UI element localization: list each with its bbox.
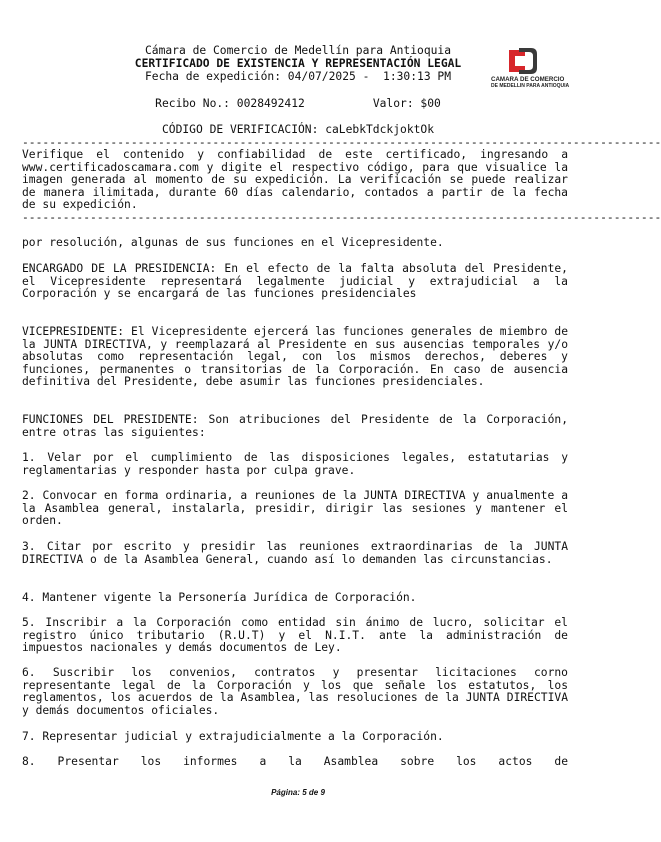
- certificate-title: CERTIFICADO DE EXISTENCIA Y REPRESENTACIÓN LEGAL: [134, 57, 462, 70]
- chamber-name: Cámara de Comercio de Medellín para Antioquia: [144, 44, 452, 57]
- issue-date: Fecha de expedición: 04/07/2025 - 1:30:13 PM: [144, 70, 452, 83]
- verification-notice: Verifique el contenido y confiabilidad de este certificado, ingresando a www.certificadoscamara.com y digite el respectivo código, para que visualice la imagen generada al momento de su expedición. La verificación se puede realizar de manera ilimitada, durante 60 días calendario, contados a partir de la fecha de su expedición.: [22, 148, 568, 212]
- receipt-line: Recibo No.: 0028492412 Valor: $00: [155, 97, 441, 110]
- paragraph-funciones: FUNCIONES DEL PRESIDENTE: Son atribuciones del Presidente de la Corporación, entre otras las siguientes:: [22, 413, 568, 439]
- chamber-logo: [491, 46, 571, 96]
- list-item: 8. Presentar los informes a la Asamblea sobre los actos de: [22, 755, 568, 768]
- list-item: 7. Representar judicial y extrajudicialmente a la Corporación.: [22, 730, 444, 743]
- divider-bottom: ----------------------------------------------------------------------------------------------: [22, 211, 661, 224]
- list-item: 2. Convocar en forma ordinaria, a reuniones de la JUNTA DIRECTIVA y anualmente a la Asamblea general, instalarla, presidir, dirigir las sesiones y mantener el orden.: [22, 489, 568, 528]
- paragraph-resolution: por resolución, algunas de sus funciones en el Vicepresidente.: [22, 236, 444, 249]
- paragraph-vicepresidente: VICEPRESIDENTE: El Vicepresidente ejercerá las funciones generales de miembro de la JUNTA DIRECTIVA, y reemplazará al Presidente en sus ausencias temporales y/o absolutas como representación legal, con los mismos derechos, deberes y funciones, permanentes o transitorias de la Corporación. En caso de ausencia definitiva del Presidente, debe asumir las funciones presidenciales.: [22, 325, 568, 389]
- page-number: Página: 5 de 9: [271, 788, 325, 797]
- paragraph-encargado: ENCARGADO DE LA PRESIDENCIA: En el efecto de la falta absoluta del Presidente, el Vicepresidente representará legalmente judicial y extrajudicial a la Corporación y se encargará de las funciones presidenciales: [22, 262, 568, 301]
- logo-name-line2: DE MEDELLIN PARA ANTIOQUIA: [491, 83, 570, 89]
- verification-code: CÓDIGO DE VERIFICACIÓN: caLebkTdckjoktOk: [161, 123, 435, 136]
- divider-top: ----------------------------------------------------------------------------------------------: [22, 136, 661, 149]
- logo-wordmark: [491, 76, 581, 90]
- logo-name-line1: CAMARA DE COMERCIO: [491, 76, 565, 83]
- list-item: 5. Inscribir a la Corporación como entidad sin ánimo de lucro, solicitar el registro único tributario (R.U.T) y el N.I.T. ante la administración de impuestos nacionales y demás documentos de Ley.: [22, 616, 568, 655]
- chamber-logo-icon: [501, 46, 541, 76]
- list-item: 1. Velar por el cumplimiento de las disposiciones legales, estatutarias y reglamentarias y responder hasta por culpa grave.: [22, 451, 568, 477]
- list-item: 6. Suscribir los convenios, contratos y presentar licitaciones corno representante legal de la Corporación y los que señale los estatutos, los reglamentos, los acuerdos de la Asamblea, las resoluciones de la JUNTA DIRECTIVA y demás documentos oficiales.: [22, 666, 568, 717]
- list-item: 3. Citar por escrito y presidir las reuniones extraordinarias de la JUNTA DIRECTIVA o de la Asamblea General, cuando así lo demanden las circunstancias.: [22, 540, 568, 566]
- list-item: 4. Mantener vigente la Personería Jurídica de Corporación.: [22, 591, 417, 604]
